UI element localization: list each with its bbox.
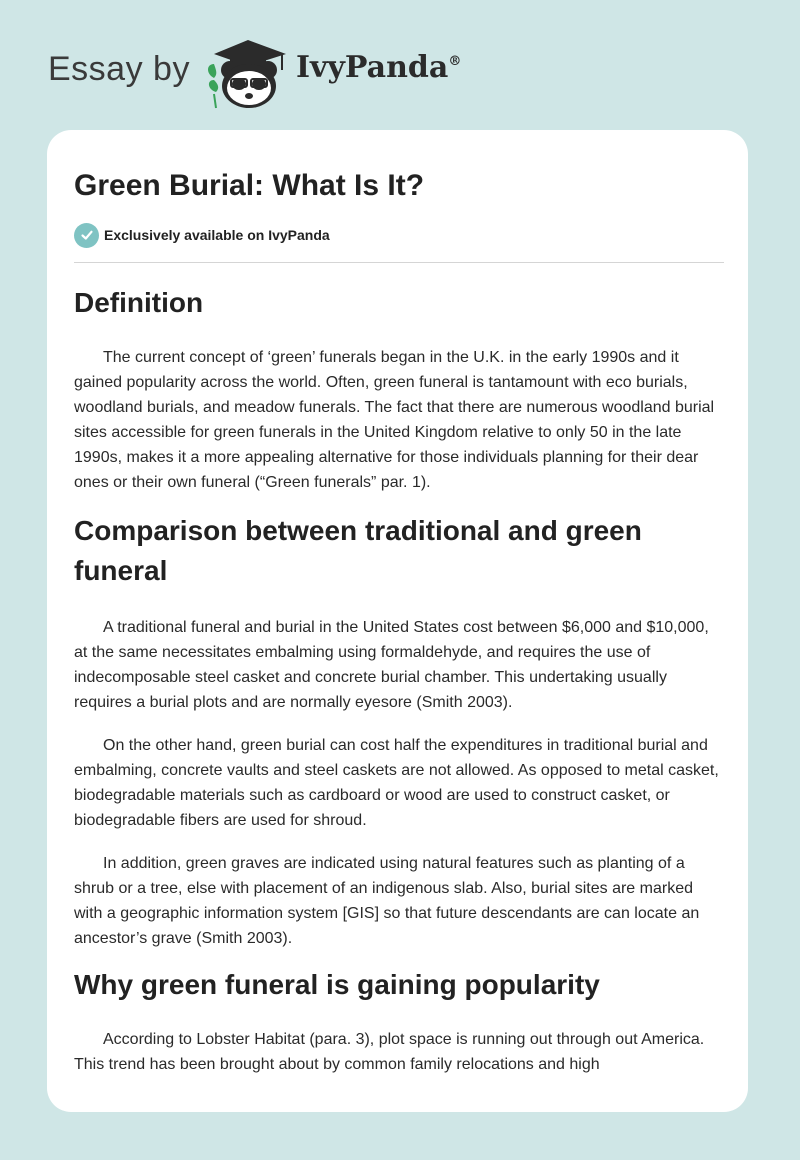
essay-card: [47, 130, 748, 1112]
paragraph: On the other hand, green burial can cost half the expenditures in traditional burial and embalming, concrete vaults and steel caskets are not allowed. As opposed to metal casket, biodegradable materials such as cardboard or wood are used to construct casket, or biodegradable fibers are used for shroud.: [74, 737, 719, 829]
brand-name[interactable]: [296, 50, 461, 85]
paragraph: A traditional funeral and burial in the United States cost between $6,000 and $10,000, at the same necessitates embalming using formaldehyde, and requires the use of indecomposable steel casket and concrete burial chamber. This undertaking usually requires a burial plots and are normally eyesore (Smith 2003).: [74, 619, 709, 711]
paragraph: According to Lobster Habitat (para. 3), plot space is running out through out America. This trend has been brought about by common family relocations and high: [74, 1031, 705, 1073]
exclusive-badge: [74, 222, 724, 248]
site-header: [0, 0, 800, 130]
registered-mark: ®: [448, 54, 462, 69]
section-heading-definition: Definition: [74, 287, 204, 318]
brand-text: IvyPanda: [296, 50, 449, 85]
divider: [74, 262, 724, 263]
exclusive-badge-label: Exclusively available on IvyPanda: [104, 227, 330, 243]
section-heading-popularity: Why green funeral is gaining popularity: [74, 969, 600, 1000]
section-heading-comparison: Comparison between traditional and green funeral: [74, 515, 642, 586]
page-title: Green Burial: What Is It?: [74, 169, 425, 202]
paragraph: The current concept of ‘green’ funerals began in the U.K. in the early 1990s and it gained popularity across the world. Often, green funeral is tantamount with eco burials, woodland burials, and meadow funerals. The fact that there are numerous woodland burial sites accessible for green funerals in the United Kingdom relative to only 50 in the late 1990s, makes it a more appealing alternative for those individuals planning for their dear ones or their own funeral (“Green funerals” par. 1).: [74, 349, 715, 491]
paragraph: In addition, green graves are indicated using natural features such as planting of a shrub or a tree, else with placement of an indigenous slab. Also, burial sites are marked with a geographic information system [GIS] so that future descendants are can locate an ancestor’s grave (Smith 2003).: [74, 855, 700, 947]
essay-content: [74, 130, 724, 1077]
essay-by-label: Essay by: [48, 50, 190, 88]
check-circle-icon: [74, 223, 99, 248]
panda-logo-icon[interactable]: [200, 34, 296, 110]
